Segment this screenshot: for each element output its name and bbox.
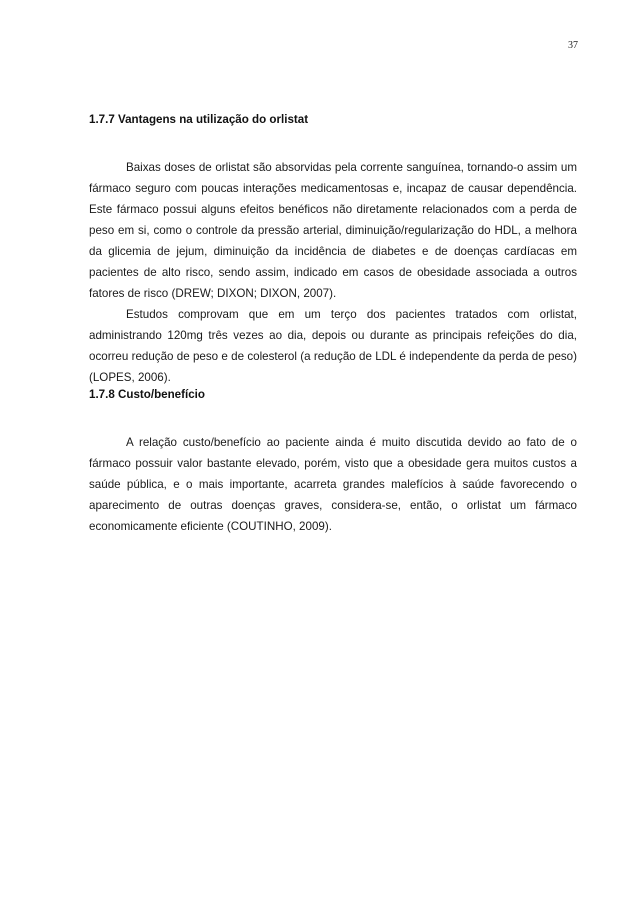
- paragraph: Estudos comprovam que em um terço dos pacientes tratados com orlistat, administrando 120mg três vezes ao dia, depois ou durante as principais refeições do dia, ocorreu redução de peso e de colesterol (a redução de LDL é independente da perda de peso) (LOPES, 2006).: [89, 308, 577, 384]
- section-heading: 1.7.7 Vantagens na utilização do orlistat: [89, 113, 309, 126]
- page-number: 37: [568, 40, 578, 51]
- document-body: [89, 113, 577, 537]
- section-custo-beneficio: [89, 388, 577, 537]
- section-heading: 1.7.8 Custo/benefício: [89, 388, 205, 401]
- paragraph: A relação custo/benefício ao paciente ainda é muito discutida devido ao fato de o fármaco possuir valor bastante elevado, porém, visto que a obesidade gera muitos custos a saúde pública, e o mais importante, acarreta grandes malefícios à saúde favorecendo o aparecimento de outras doenças graves, considera-se, então, o orlistat um fármaco economicamente eficiente (COUTINHO, 2009).: [89, 436, 577, 533]
- section-vantagens-orlistat: [89, 113, 577, 388]
- paragraph: Baixas doses de orlistat são absorvidas pela corrente sanguínea, tornando-o assim um fármaco seguro com poucas interações medicamentosas e, incapaz de causar dependência. Este fármaco possui alguns efeitos benéficos não diretamente relacionados com a perda de peso em si, como o controle da pressão arterial, diminuição/regularização do HDL, a melhora da glicemia de jejum, diminuição da incidência de diabetes e de doenças cardíacas em pacientes de alto risco, sendo assim, indicado em casos de obesidade associada a outros fatores de risco (DREW; DIXON; DIXON, 2007).: [89, 161, 577, 300]
